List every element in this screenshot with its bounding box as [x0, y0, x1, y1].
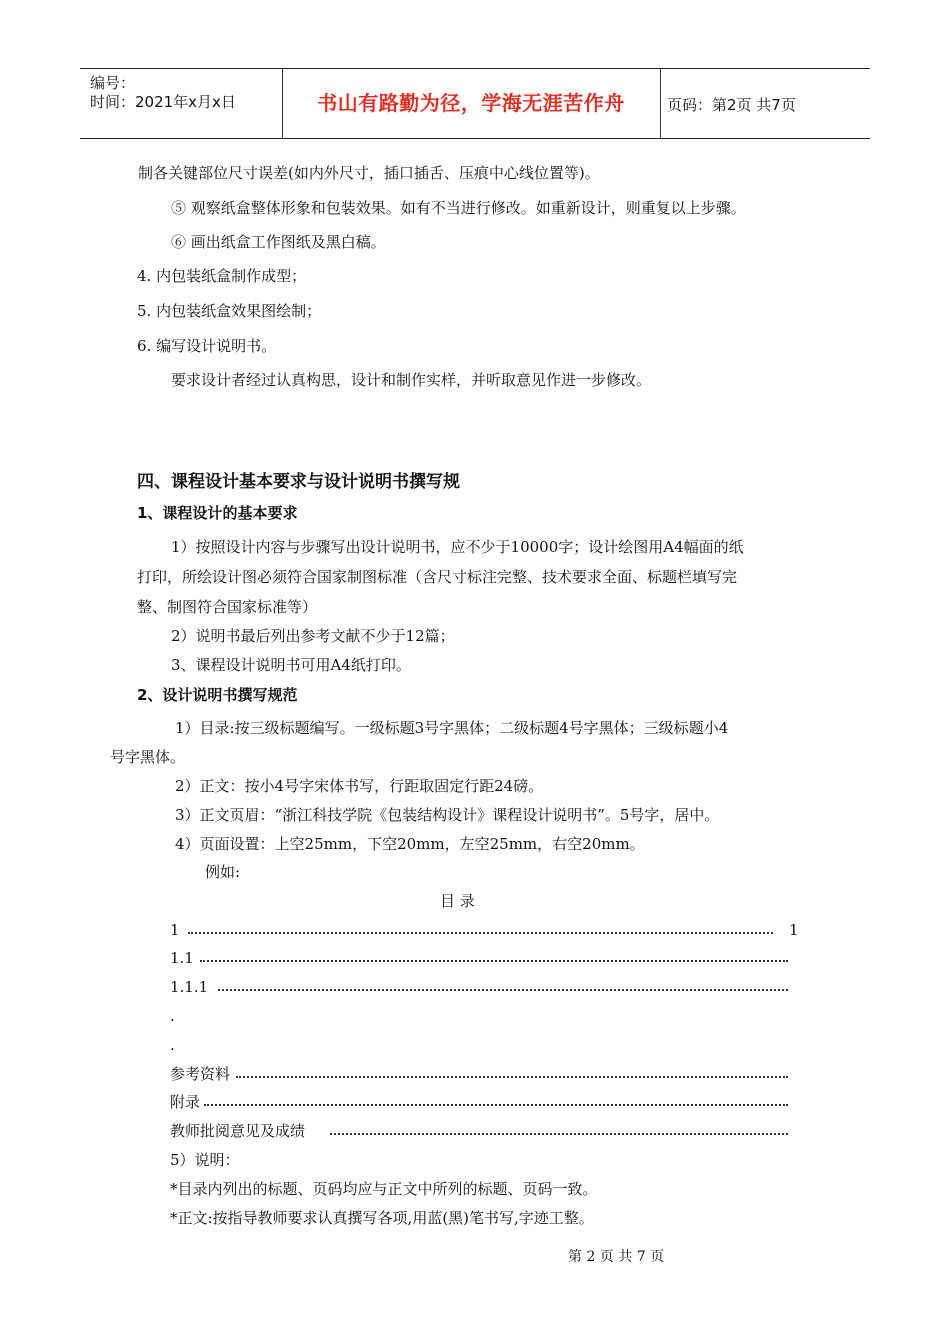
section-title: 四、课程设计基本要求与设计说明书撰写规: [137, 472, 460, 492]
requirement-paragraph: 要求设计者经过认真构思，设计和制作实样，并听取意见作进一步修改。: [171, 371, 652, 389]
toc-leader-dots: [200, 960, 788, 962]
toc-entry: [170, 1121, 790, 1141]
example-label: 例如:: [205, 863, 241, 881]
toc-entry: [170, 948, 790, 968]
toc-entry-label: .: [170, 1036, 175, 1054]
paragraph-line: 3、课程设计说明书可用A4纸打印。: [171, 656, 411, 674]
paragraph-line: 号字黑体。: [110, 748, 186, 766]
page-header: [80, 68, 870, 139]
toc-entry-label: 1: [170, 921, 180, 939]
list-item-6: 6. 编写设计说明书。: [137, 337, 277, 355]
paragraph-line: 1）目录:按三级标题编写。一级标题3号字黑体；二级标题4号字黑体；三级标题小4: [175, 719, 729, 737]
toc-leader-dots: [218, 989, 788, 991]
toc-title: 目 录: [440, 892, 475, 910]
toc-entry-label: 1.1.1: [170, 978, 209, 996]
toc-leader-dots: [330, 1133, 788, 1135]
header-time-label: 时间：2021年x月x日: [90, 93, 236, 111]
toc-entry: [170, 920, 799, 940]
toc-entry-label: 附录: [170, 1093, 201, 1111]
toc-entry-label: 参考资料: [170, 1065, 231, 1083]
paragraph-line: 打印，所绘设计图必须符合国家制图标准（含尺寸标注完整、技术要求全面、标题栏填写完: [137, 568, 738, 586]
step-5: ⑤ 观察纸盒整体形象和包装效果。如有不当进行修改。如重新设计，则重复以上步骤。: [171, 199, 746, 217]
list-item-4: 4. 内包装纸盒制作成型；: [137, 267, 307, 285]
note-item: *目录内列出的标题、页码均应与正文中所列的标题、页码一致。: [170, 1180, 598, 1198]
toc-entry-label: 教师批阅意见及成绩: [170, 1122, 306, 1140]
paragraph-line: 整、制图符合国家标准等）: [137, 598, 318, 616]
subsection-title: 2、设计说明书撰写规范: [137, 686, 298, 704]
notes-title: 5）说明：: [170, 1151, 240, 1169]
header-number-label: 编号：: [90, 74, 136, 92]
page-footer: 第 2 页 共 7 页: [568, 1249, 665, 1265]
toc-entry: [170, 1035, 790, 1055]
toc-leader-dots: [188, 932, 773, 934]
subsection-title: 1、课程设计的基本要求: [137, 504, 298, 522]
note-item: *正文:按指导教师要求认真撰写各项,用蓝(黑)笔书写,字迹工整。: [170, 1209, 594, 1227]
toc-entry: [170, 1064, 790, 1084]
header-motto: 书山有路勤为径，学海无涯苦作舟: [317, 91, 625, 115]
toc-entry: [170, 1006, 790, 1026]
paragraph-line: 4）页面设置：上空25mm，下空20mm，左空25mm，右空20mm。: [175, 835, 645, 853]
toc-entry-label: 1.1: [170, 949, 194, 967]
header-page-info: 页码：第2页 共7页: [667, 96, 796, 114]
paragraph-line: 2）说明书最后列出参考文献不少于12篇；: [171, 627, 455, 645]
step-6: ⑥ 画出纸盒工作图纸及黑白稿。: [171, 233, 386, 251]
toc-entry-page: 1: [789, 921, 799, 939]
toc-leader-dots: [204, 1104, 788, 1106]
body-line: 制各关键部位尺寸误差(如内外尺寸，插口插舌、压痕中心线位置等)。: [138, 164, 600, 182]
paragraph-line: 1）按照设计内容与步骤写出设计说明书，应不少于10000字；设计绘图用A4幅面的纸: [171, 538, 744, 556]
paragraph-line: 3）正文页眉：“浙江科技学院《包装结构设计》课程设计说明书”。5号字，居中。: [175, 806, 720, 824]
toc-entry: [170, 977, 790, 997]
paragraph-line: 2）正文：按小4号字宋体书写，行距取固定行距24磅。: [175, 777, 544, 795]
header-divider: [660, 69, 661, 138]
toc-entry-label: .: [170, 1007, 175, 1025]
toc-entry: [170, 1092, 790, 1112]
list-item-5: 5. 内包装纸盒效果图绘制；: [137, 302, 322, 320]
toc-leader-dots: [236, 1076, 788, 1078]
